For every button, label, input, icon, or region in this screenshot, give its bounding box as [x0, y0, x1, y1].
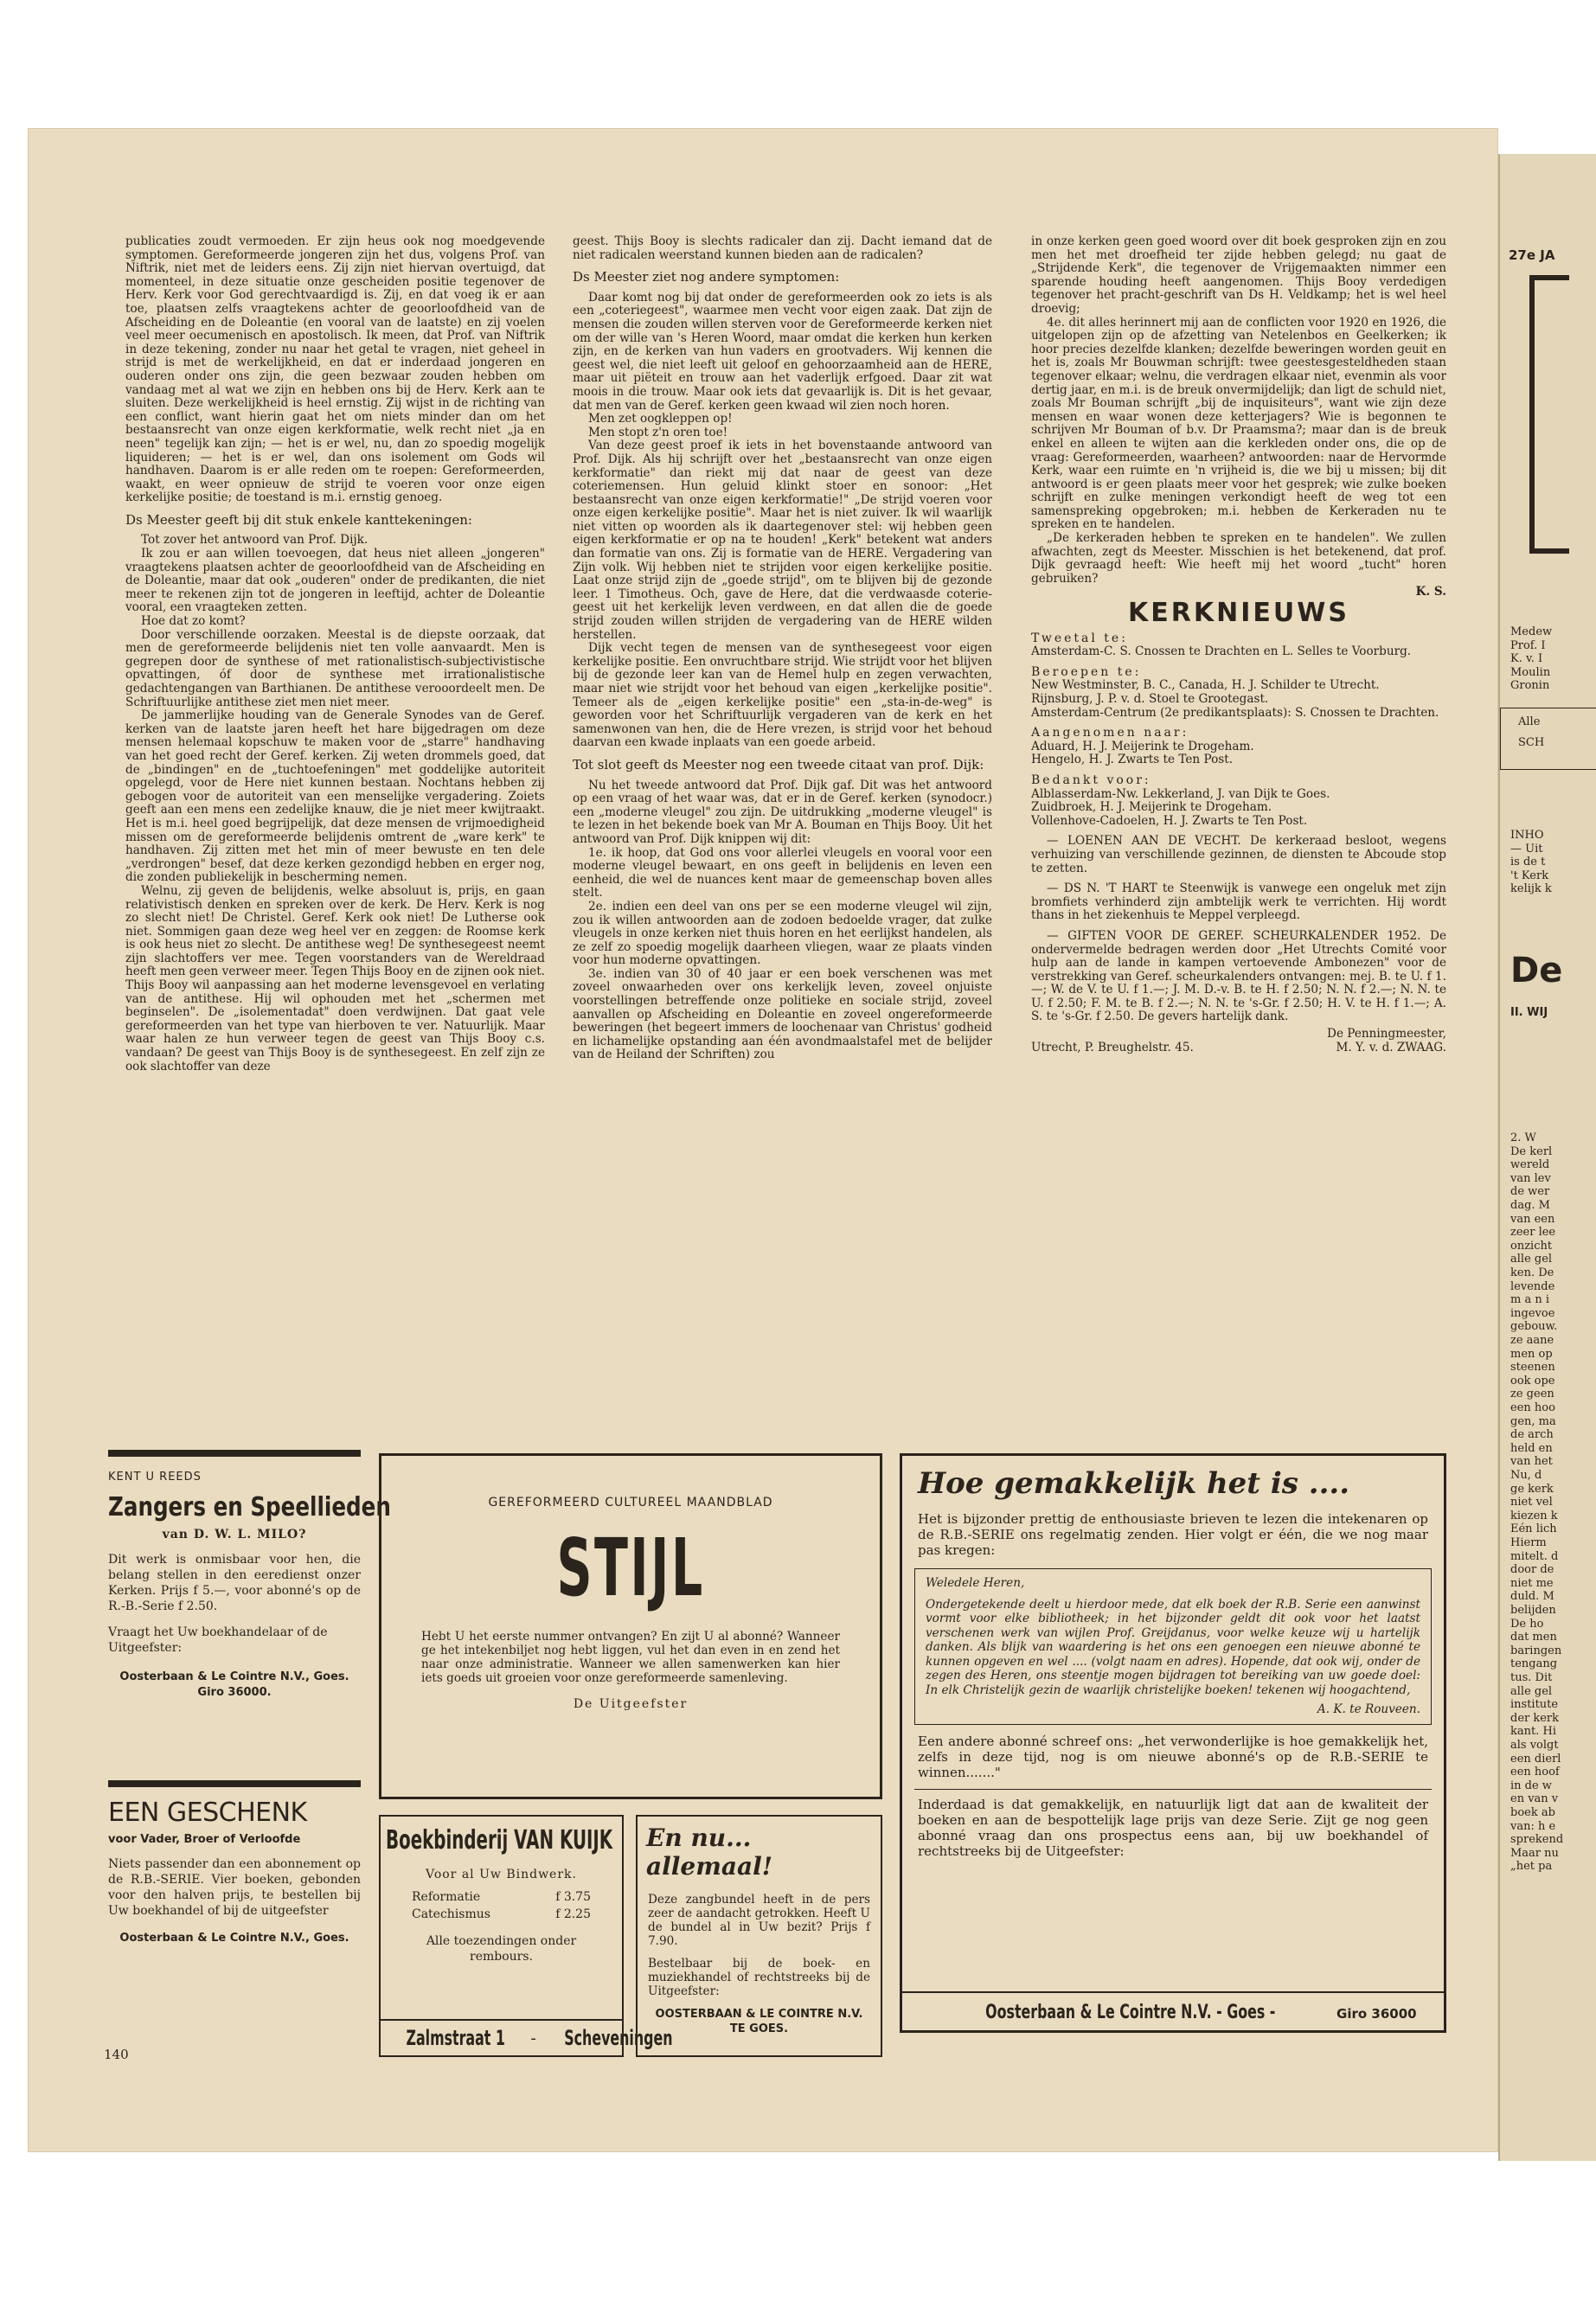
- ad-allemaal-body: Deze zangbundel heeft in de pers zeer de aandacht getrokken. Heeft U de bundel al in Uw bezit? Prijs f 7.90.: [648, 1893, 870, 1948]
- kerknieuws-sign-name: M. Y. v. d. ZWAAG.: [1336, 1040, 1446, 1054]
- strip-line: door de: [1510, 1563, 1554, 1577]
- strip-line: dat men: [1510, 1631, 1557, 1644]
- ad-stijl-sign: De Uitgeefster: [573, 1697, 689, 1711]
- strip-header: 27e JA: [1509, 247, 1555, 263]
- strip-line: dag. M: [1510, 1199, 1550, 1212]
- kerknieuws-sign-line: [1031, 1042, 1446, 1055]
- ad-kuijk-row1: [412, 1890, 591, 1904]
- column-2-paragraph: geest. Thijs Booy is slechts radicaler dan zij. Dacht iemand dat de niet radicalen weerstand kunnen bieden aan de radicalen?: [573, 235, 992, 262]
- strip-line: alle gel: [1510, 1684, 1553, 1698]
- kerknieuws-entry: Amsterdam-Centrum (2e predikantsplaats): S. Cnossen te Drachten.: [1031, 705, 1439, 720]
- strip-line: Nu, d: [1510, 1469, 1542, 1482]
- strip-line: Medew: [1510, 625, 1553, 638]
- ad-allemaal-order: Bestelbaar bij de boek- en muziekhandel of rechtstreeks bij de Uitgeefster:: [648, 1957, 870, 1998]
- strip-line: alle gel: [1510, 1253, 1553, 1266]
- page-number: 140: [104, 2047, 129, 2062]
- ad-kuijk-item2: Catechismus: [412, 1907, 490, 1921]
- ad-zangers-author: van D. W. L. MILO?: [162, 1528, 307, 1541]
- strip-sub: II. WIJ: [1510, 1006, 1548, 1019]
- ad-kuijk-price1: f 3.75: [555, 1890, 591, 1904]
- kerknieuws-entry: Zuidbroek, H. J. Meijerink te Drogeham.: [1031, 800, 1272, 815]
- ad-gemak: [900, 1453, 1446, 2033]
- strip-line: gen, ma: [1510, 1414, 1556, 1428]
- strip-line: niet vel: [1510, 1496, 1553, 1509]
- kerknieuws-entry: Rijnsburg, J. P. v. d. Stoel te Grootegast.: [1031, 692, 1269, 706]
- column-2-paragraph: 2e. indien een deel van ons per se een moderne vleugel wil zijn, zou ik willen antwoorden aan de zodoen bedoelde vrager, dat zulke vleugels in onze kerken niet thuis horen en het eerlijkst handelen, als ze zelf zo spoedig mogelijk daarheen vliegen, waar ze plaats vinden voor hun moderne opvattingen.: [573, 899, 992, 968]
- ad-kuijk-row2: [412, 1907, 591, 1921]
- strip-line: is de t: [1510, 856, 1546, 869]
- ad-geschenk-title: EEN GESCHENK: [108, 1798, 307, 1828]
- ad-geschenk-sub: voor Vader, Broer of Verloofde: [108, 1833, 301, 1846]
- ad-zangers-top-bar: [108, 1450, 361, 1457]
- ad-zangers-title: Zangers en Speellieden: [108, 1492, 391, 1522]
- strip-line: als volgt: [1510, 1739, 1559, 1752]
- strip-line: Maar nu: [1510, 1846, 1559, 1860]
- kerknieuws-section-head: Aangenomen naar:: [1031, 726, 1189, 740]
- ad-stijl: [379, 1453, 882, 1799]
- strip-line: held en: [1510, 1441, 1553, 1455]
- strip-line: de wer: [1510, 1185, 1550, 1199]
- column-2-paragraph: Daar komt nog bij dat onder de gereformeerden ook zo iets is als een „coteriegeest", waarmee men vecht voor eigen zaak. Dat zijn de mensen die zouden willen sterven voor de Gereformeerde kerken niet om der wille van 's Heren Woord, maar omdat die kerken hun kerken zijn, en de kerken van hun vaders en grootvaders. Wij kennen die geest wel, die niet leeft uit geloof en gehoorzaamheid aan de HERE, maar uit piëteit en trouw aan het vaderlijk erfgoed. Daar zit wat moois in die trouw. Maar ook iets dat gevaarlijk is. Dit is het gevaar, dat men van de Geref. kerken geen kwaad wil zien noch horen.: [573, 290, 992, 413]
- article-signature: K. S.: [1415, 585, 1446, 599]
- kerknieuws-entry: Hengelo, H. J. Zwarts te Ten Post.: [1031, 753, 1234, 767]
- strip-line: belijden: [1510, 1604, 1556, 1617]
- strip-line: boek ab: [1510, 1806, 1555, 1819]
- column-2-paragraph: Men stopt z'n oren toe!: [588, 425, 728, 439]
- ad-gemak-letter: Ondergetekende deelt u hierdoor mede, dat elk boek der R.B. Serie een aanwinst vormt voor elke bibliotheek; in het bijzonder geldt dit ook voor het laatst verschenen werk van wijlen Prof. Greijdanus, voor welke keuze wij u hartelijk danken. Als blijk van waardering is het ons een genoegen een nieuwe abonné te kunnen opgeven en wel .... (volgt naam en adres). Hopende, dat ook wij, onder de zegen des Heren, ons steentje mogen bijdragen tot bereiking van uw goede doel: In elk Christelijk gezin de waarlijk christelijke boeken! tekenen wij hoogachtend,: [926, 1597, 1420, 1697]
- ad-gemak-footer: [902, 1991, 1444, 2030]
- ad-kuijk-item1: Reformatie: [412, 1890, 481, 1904]
- kerknieuws-notice: — GIFTEN VOOR DE GEREF. SCHEURKALENDER 1952. De ondervermelde bedragen werden door „Het Utrechts Comité voor hulp aan de lande in kampen vertoevende Ambonezen" voor de verstrekking van Geref. scheurkalenders ontvangen: mej. B. te U. f 1.—; W. de V. te U. f 1.—; J. M. D.-v. B. te H. f 2.50; N. N. f 2.—; N. N. te U. f 2.50; F. M. te B. f 2.—; N. N. te 's-Gr. f 2.50; H. V. te H. f 1.—; A. S. te 's-Gr. f 2.50. De gevers hartelijk dank.: [1031, 928, 1446, 1024]
- column-2-paragraph: Nu het tweede antwoord dat Prof. Dijk gaf. Dit was het antwoord op een vraag of het waar was, dat er in de Geref. kerken (synodocr.) een „moderne vleugel" zou zijn. De uitdrukking „moderne vleugel" is te lezen in het bekende boek van Mr A. Bouman en Thijs Booy. Uit het antwoord van Prof. Dijk knippen wij dit:: [573, 778, 992, 846]
- strip-line: De ho: [1510, 1617, 1544, 1631]
- strip-line: 2. W: [1510, 1131, 1536, 1144]
- ad-zangers-publisher: Oosterbaan & Le Cointre N.V., Goes. Giro 36000.: [119, 1670, 349, 1699]
- strip-line: een hoo: [1510, 1401, 1555, 1414]
- strip-line: ken. De: [1510, 1266, 1554, 1279]
- ad-zangers-kicker: KENT U REEDS: [108, 1471, 202, 1484]
- strip-line: van een: [1510, 1212, 1555, 1226]
- strip-line: niet me: [1510, 1576, 1554, 1590]
- ad-stijl-top: GEREFORMEERD CULTUREEL MAANDBLAD: [488, 1496, 773, 1509]
- kerknieuws-entry: Alblasserdam-Nw. Lekkerland, J. van Dijk te Goes.: [1031, 786, 1330, 801]
- kerknieuws-section-head: Tweetal te:: [1031, 631, 1128, 645]
- ad-zangers-body: Dit werk is onmisbaar voor hen, die belang stellen in den eeredienst onzer Kerken. Prijs f 5.—, voor abonné's op de R.-B.-Serie f 2.50.: [108, 1553, 361, 1613]
- column-2-paragraph: Ds Meester ziet nog andere symptomen:: [573, 269, 840, 285]
- column-2-paragraph: 3e. indien van 30 of 40 jaar er een boek verschenen was met zoveel onwaarheden over ons kerkelijk leven, zoveel onjuiste voorstellingen betreffende onze politieke en sociale strijd, zoveel aanvallen op Afscheiding en Doleantie en zoveel ongereformeerde beweringen (het begeert immers de loochenaar van Christus' godheid en lichamelijke opstanding aan één avondmaalstafel met de belijder van de Heiland der Schriften) zou: [573, 966, 992, 1062]
- ad-kuijk-note: Alle toezendingen onder rembours.: [426, 1934, 577, 1964]
- column-1-paragraph: Ik zou er aan willen toevoegen, dat heus niet alleen „jongeren" vraagtekens plaatsen achter de geoorloofdheid van de Afscheiding en de Doleantie, maar dat ook „ouderen" onder de predikanten, die niet meer te rekenen zijn tot de jongeren in leeftijd, achter de Doleantie vooral, een vraagteken zetten.: [125, 547, 545, 615]
- column-3-paragraph: in onze kerken geen goed woord over dit boek gesproken zijn en zou men het met droefheid ter zijde hebben gelegd; nu gaat de „Strijdende Kerk", die tegenover de Vrijgemaakten nimmer een sparende houding heeft aangenomen. Thijs Booy verdedigen tegenover het pracht-geschrift van Ds H. Veldkamp; het is wel heel droevig;: [1031, 235, 1446, 316]
- ad-kuijk-price2: f 2.25: [555, 1907, 591, 1921]
- ad-kuijk-footer: [381, 2019, 673, 2050]
- ad-allemaal-publisher: OOSTERBAAN & LE COINTRE N.V. TE GOES.: [655, 2008, 863, 2035]
- kerknieuws-entry: Vollenhove-Cadoelen, H. J. Zwarts te Ten Post.: [1031, 813, 1308, 828]
- strip-line: baringen: [1510, 1644, 1562, 1657]
- strip-line: mitelt. d: [1510, 1549, 1559, 1563]
- ad-gemak-other: Een andere abonné schreef ons: „het verwonderlijke is hoe gemakkelijk het, zelfs in deze tijd, nog is om nieuwe abonné's op de R.B.-SERIE te winnen.......": [918, 1733, 1428, 1780]
- column-1-paragraph: Tot zover het antwoord van Prof. Dijk.: [141, 533, 369, 548]
- kerknieuws-entry: New Westminster, B. C., Canada, H. J. Schilder te Utrecht.: [1031, 678, 1380, 693]
- ad-kuijk-footer-sep: -: [530, 2029, 536, 2048]
- kerknieuws-sign-title: De Penningmeester,: [1327, 1027, 1446, 1042]
- ad-stijl-title: STIJL: [556, 1522, 705, 1614]
- strip-line: Prof. I: [1510, 638, 1546, 652]
- ad-gemak-conclusion: Inderdaad is dat gemakkelijk, en natuurlijk ligt dat aan de kwaliteit der boeken en aan de bespottelijk lage prijs van deze Serie. Zijt ge nog geen abonné vraag dan ons prospectus eens aan, bij uw boekhandel of rechtstreeks bij de Uitgeefster:: [918, 1796, 1428, 1859]
- strip-line: van: h e: [1510, 1819, 1556, 1833]
- strip-line: men op: [1510, 1347, 1553, 1361]
- column-1-paragraph: Door verschillende oorzaken. Meestal is de diepste oorzaak, dat men de gereformeerde belijdenis niet ten volle aanvaardt. Men is gegrepen door de synthese of met rationalistisch-subjectivistische opvattingen, óf door de synthese met irrationalistische gedachtengangen van Barthianen. De antithese verooordeelt men. De Schriftuurlijke antithese ziet men niet meer.: [125, 627, 545, 709]
- ad-zangers: [108, 1471, 391, 1782]
- kerknieuws-notice: — LOENEN AAN DE VECHT. De kerkeraad besloot, wegens verhuizing van verschillende gezinnen, de diensten te Abcoude stop te zetten.: [1031, 834, 1446, 875]
- article-column-2: [573, 235, 992, 1360]
- strip-line: kiezen k: [1510, 1509, 1558, 1522]
- strip-line: in de w: [1510, 1779, 1552, 1792]
- ad-stijl-body: Hebt U het eerste nummer ontvangen? En zijt U al abonné? Wanneer ge het intekenbiljet nog hebt liggen, vul het dan even in en zend het naar onze administratie. Wanneer we allen samenwerken kan hier iets goeds uit groeien voor onze gereformeerde samenleving.: [421, 1630, 840, 1685]
- strip-line: kelijk k: [1510, 882, 1552, 896]
- strip-line: onzicht: [1510, 1239, 1553, 1253]
- strip-line: institute: [1510, 1698, 1559, 1712]
- column-1-paragraph: Hoe dat zo komt?: [141, 614, 246, 629]
- next-page-strip: [1498, 154, 1596, 2161]
- column-2-paragraph: Dijk vecht tegen de mensen van de synthesegeest voor eigen kerkelijke positie. Een onvruchtbare strijd. Wie strijdt voor het blijven bij de gezonde leer kan van de Hemel hulp en zegen verwachten, maar niet wie strijdt voor het behoud van eigen „kerkelijke positie". Temeer als de „eigen kerkelijke positie" een „sta-in-de-weg" is geworden voor het Schriftuurlijk vergaderen van de kerk en het samenwonen van hen, die de Here vrezen, is strijd voor het behoud daarvan een kwade inplaats van een goede arbeid.: [573, 641, 992, 750]
- strip-line: tus. Dit: [1510, 1671, 1553, 1684]
- ad-geschenk-publisher: Oosterbaan & Le Cointre N.V., Goes.: [119, 1932, 349, 1945]
- strip-line: ingevoe: [1510, 1306, 1555, 1320]
- column-3-paragraph: 4e. dit alles herinnert mij aan de conflicten voor 1920 en 1926, die uitgelopen zijn op de afzetting van Netelenbos en Geelkerken; ik hoor precies dezelfde klanken; dezelfde beweringen worden geuit en het is, zoals Mr Bouwman schrijft: twee geestesgesteldheden staan tegenover elkaar; welnu, die verdragen elkaar niet, evenmin als voor dertig jaar, en m.i. is de breuk onvermijdelijk; dan ligt de schuld niet, zoals Mr Bouman schrijft „bij de inquisiteurs", want wie zijn deze mensen en waar wonen deze ketterjagers? Wie is begonnen te schrijven Mr Bouman of b.v. Dr Praamsma?; maar dan is de breuk enkel en alleen te wijten aan die kerkleden onder ons, die op de vraag: Gereformeerden, waarheen? antwoorden: naar de Hervormde Kerk, waar een ruimte en 'n vrijheid is, die we bij u missen; bij dit antwoord is er geen plaats meer voor het gesprek; wie zulke boeken schrijft en zulke meningen verkondigt heeft de weg tot een samenspreking opgebroken; m.i. hebben de Kerkeraden nu te spreken en te handelen.: [1031, 315, 1446, 532]
- strip-big: De: [1510, 951, 1563, 990]
- ad-geschenk-top-bar: [108, 1780, 361, 1787]
- kerknieuws-section-head: Bedankt voor:: [1031, 772, 1151, 787]
- strip-line: steenen: [1510, 1361, 1555, 1375]
- article-column-3: [1031, 235, 1446, 1360]
- kerknieuws-notices: [1031, 835, 1446, 1024]
- column-3-paragraph: „De kerkeraden hebben te spreken en te handelen". We zullen afwachten, zegt ds Meester. Misschien is het betekenend, dat prof. Dijk gevraagd heeft: Wie heeft mij het woord „tucht" horen gebruiken?: [1031, 531, 1446, 586]
- strip-line: en van v: [1510, 1792, 1559, 1806]
- strip-line: ze geen: [1510, 1388, 1554, 1401]
- ad-allemaal: [636, 1815, 882, 2057]
- strip-line: ze aane: [1510, 1334, 1554, 1347]
- strip-line: zeer lee: [1510, 1226, 1556, 1240]
- strip-line: — Uit: [1510, 842, 1543, 856]
- strip-line: Eén lich: [1510, 1522, 1557, 1536]
- kerknieuws-sign-address: Utrecht, P. Breughelstr. 45.: [1031, 1040, 1194, 1054]
- strip-line: Hierm: [1510, 1536, 1547, 1549]
- strip-line: van lev: [1510, 1171, 1551, 1185]
- ad-stijl-title-wrap: [381, 1522, 880, 1614]
- column-1-paragraph: De jammerlijke houding van de Generale Synodes van de Geref. kerken van de laatste jaren heeft het hare bijgedragen om deze mensen helemaal kopschuw te maken voor de „starre" handhaving van het goed recht der Geref. kerken. Zij weten drommels goed, dat de „bindingen" en de „tuchtoefeningen" met goddelijke autoriteit opgelegd, voor de Here niet kunnen bestaan. Nochtans hebben zij gebogen voor de autoriteit van een menselijke vergadering. Zoiets geeft aan een mens een zedelijke knauw, die je niet meer kwijtraakt. Het is m.i. heel goed begrijpelijk, dat deze mensen de vrijmoedigheid missen om de gereformeerde belijdenis omtrent de „ware kerk" te handhaven. Zij zitten met het min of meer bewuste en ten dele „verdrongen" besef, dat deze kerken gezondigd hebben en erger nog, die zonden publiekelijk in bescherming nemen.: [125, 708, 545, 885]
- column-1-paragraph: publicaties zoudt vermoeden. Er zijn heus ook nog moedgevende symptomen. Gereformeerde jongeren zijn het dus, volgens Prof. van Niftrik, niet met de leiders eens. Zij zijn niet hiervan overtuigd, dat momenteel, in deze situatie onze gescheiden positie tegenover de Herv. Kerk voor God gerechtvaardigd is. Zij, en dat voeg ik er aan toe, plaatsen zelfs vraagtekens achter de geoorloofdheid van de Afscheiding en de Doleantie (en vooral van de laatste) en zij voelen veel meer oecumenisch en apostolisch. Ik meen, dat Prof. van Niftrik in deze tekening, zonder nu naar het getal te vragen, niet geheel in strijd is met de werkelijkheid, en dat er inderdaad jongeren en ouderen onder ons zijn, die geen bezwaar zouden hebben om vandaag met al wat we zijn en hebben ons bij de Herv. Kerk aan te sluiten. Deze werkelijkheid is heel ernstig. Zij wijst in de richting van een conflict, want hierin gaat het om niets minder dan om het bestaansrecht van onze eigen kerkformatie, welk recht niet „ja en neen" tegelijk kan zijn; — het is er wel, nu, dan zo spoedig mogelijk liquideren; — het is er wel, dan ons isolement om Gods wil handhaven. Daarom is er alle reden om te roepen: Gereformeerden, waakt, en weer opnieuw de strijd te voeren voor onze eigen kerkelijke positie; de toestand is m.i. ernstig genoeg.: [125, 235, 545, 505]
- ad-gemak-salutation: Weledele Heren,: [926, 1576, 1025, 1590]
- ad-allemaal-title: En nu... allemaal!: [646, 1823, 773, 1881]
- strip-line: wereld: [1510, 1158, 1550, 1172]
- ad-gemak-letter-box: [914, 1568, 1432, 1725]
- strip-line: sprekend: [1510, 1833, 1564, 1847]
- ad-kuijk-footer-right: Scheveningen: [564, 2026, 673, 2050]
- kerknieuws-entry: Aduard, H. J. Meijerink te Drogeham.: [1031, 739, 1254, 753]
- strip-line: van het: [1510, 1455, 1553, 1469]
- strip-line: „het pa: [1510, 1860, 1553, 1874]
- strip-line: De kerl: [1510, 1144, 1553, 1158]
- strip-line: ge kerk: [1510, 1482, 1554, 1496]
- strip-line: gebouw.: [1510, 1320, 1558, 1334]
- ad-geschenk-body: Niets passender dan een abonnement op de R.B.-SERIE. Vier boeken, gebonden voor den halven prijs, te bestellen bij Uw boekhandel of bij de uitgeefster: [108, 1857, 361, 1918]
- strip-line: INHO: [1510, 829, 1544, 842]
- kerknieuws-notice: — DS N. 'T HART te Steenwijk is vanwege een ongeluk met zijn bromfiets verhinderd zijn ambtelijk werk te verrichten. Hij wordt thans in het ziekenhuis te Meppel verpleegd.: [1031, 881, 1446, 923]
- column-2-paragraph: 1e. ik hoop, dat God ons voor allerlei vleugels en vooral voor een moderne vleugel bewaart, en ons geeft in belijdenis en leven een eenheid, die wel de nuances kent maar de gemeenschap boven alles stelt.: [573, 845, 992, 901]
- ad-gemak-intro: Het is bijzonder prettig de enthousiaste brieven te lezen die intekenaren op de R.B.-SERIE ons regelmatig zenden. Hier volgt er één, die we nog maar pas kregen:: [918, 1511, 1428, 1558]
- ad-kuijk-title: Boekbinderij VAN KUIJK: [386, 1825, 613, 1856]
- ad-gemak-letter-sign: A. K. te Rouveen.: [1317, 1702, 1420, 1716]
- article-column-1: [125, 235, 545, 1360]
- strip-box-a: Alle: [1518, 715, 1541, 728]
- strip-line: 't Kerk: [1510, 868, 1549, 882]
- column-2-paragraph: Tot slot geeft ds Meester nog een tweede citaat van prof. Dijk:: [573, 756, 984, 772]
- strip-line: ook ope: [1510, 1374, 1555, 1388]
- ad-kuijk-line1: Voor al Uw Bindwerk.: [426, 1868, 577, 1881]
- ad-gemak-footer-giro: Giro 36000: [1336, 2006, 1417, 2022]
- column-1-paragraph: Welnu, zij geven de belijdenis, welke absoluut is, prijs, en gaan relativistisch denken en spreken over de kerk. De Herv. Kerk is nog zo slecht niet! De Christel. Geref. Kerk ook niet! De Lutherse ook niet. Sommigen gaan deze weg heel ver en zeggen: de Roomse kerk is ook heus niet zo slecht. De antithese weg! De synthesegeest neemt zijn slachtoffers ver mee. Tegen voorstanders van de Wereldraad heeft men geen verweer meer. Tegen Thijs Booy en de zijnen ook niet. Thijs Booy wil aanpassing aan het moderne levensgevoel en verlating van de antithese. Hij wil ophouden met het „schermen met beginselen". De „isolementadat" doen verdwijnen. Dat gaat vele gereformeerden van het type van hierboven te ver. Natuurlijk. Maar waar halen ze hun verweer tegen de geest van Thijs Booy c.s. vandaan? De geest van Thijs Booy is de synthesegeest. En zelf zijn ze ook slachtoffer van deze: [125, 883, 545, 1074]
- kerknieuws-sections: [1031, 632, 1446, 829]
- ad-kuijk: [379, 1815, 673, 2057]
- ad-gemak-footer-main: Oosterbaan & Le Cointre N.V. - Goes -: [985, 2002, 1276, 2023]
- strip-line: m a n i: [1510, 1293, 1550, 1307]
- strip-line: duld. M: [1510, 1590, 1554, 1604]
- article-column-3-text: [1031, 235, 1446, 586]
- strip-line: de arch: [1510, 1428, 1554, 1442]
- strip-line: K. v. I: [1510, 652, 1543, 666]
- ad-gemak-title: Hoe gemakkelijk het is ....: [918, 1466, 1350, 1501]
- ad-kuijk-footer-left: Zalmstraat 1: [406, 2026, 505, 2050]
- column-2-paragraph: Men zet oogkleppen op!: [588, 412, 733, 426]
- ad-geschenk: [108, 1798, 361, 2057]
- column-2-paragraph: Van deze geest proef ik iets in het bovenstaande antwoord van Prof. Dijk. Als hij schrijft over het „bestaansrecht van onze eigen kerkformatie" dan riekt mij dat naar de geest van deze coteriemensen. Hun geluid klinkt stoer en sonoor: „Het bestaansrecht van onze eigen kerkformatie!" „De strijd voeren voor onze eigen kerkelijke positie". Maar het is niet zuiver. Ik wil waarlijk niet vitten op woorden als ik daartegenover stel: wij hebben geen eigen kerkformatie er op na te houden! „Kerk" betekent wat anders dan formatie van ons. Zij is formatie van de HERE. Vergadering van Zijn volk. Wij hebben niet te strijden voor eigen kerkelijke positie. Laat onze strijd zijn de „goede strijd", om te blijven bij de gezonde leer. 1 Timotheus. Och, gave de Here, dat die verdwaasde coterie-geest uit het kerkelijk leven verdween, en dat allen die de goede strijd zouden willen strijden de vergadering van de HERE wilden herstellen.: [573, 439, 992, 642]
- kerknieuws-entry: Amsterdam-C. S. Cnossen te Drachten en L. Selles te Voorburg.: [1031, 644, 1412, 659]
- strip-line: levende: [1510, 1279, 1555, 1293]
- strip-line: Moulin: [1510, 665, 1551, 679]
- strip-line: Gronin: [1510, 679, 1550, 693]
- strip-box: [1500, 708, 1596, 770]
- kerknieuws-section-head: Beroepen te:: [1031, 664, 1142, 679]
- strip-box-b: SCH: [1518, 736, 1545, 749]
- strip-line: der kerk: [1510, 1711, 1560, 1725]
- strip-line: een dierl: [1510, 1752, 1561, 1766]
- strip-line: een hoof: [1510, 1766, 1560, 1779]
- column-1-paragraph: Ds Meester geeft bij dit stuk enkele kanttekeningen:: [125, 511, 472, 528]
- ad-zangers-vraagt: Vraagt het Uw boekhandelaar of de Uitgeefster:: [108, 1625, 328, 1655]
- strip-line: tengang: [1510, 1657, 1558, 1671]
- strip-line: kant. Hi: [1510, 1725, 1556, 1739]
- kerknieuws-title: KERKNIEUWS: [1128, 598, 1349, 629]
